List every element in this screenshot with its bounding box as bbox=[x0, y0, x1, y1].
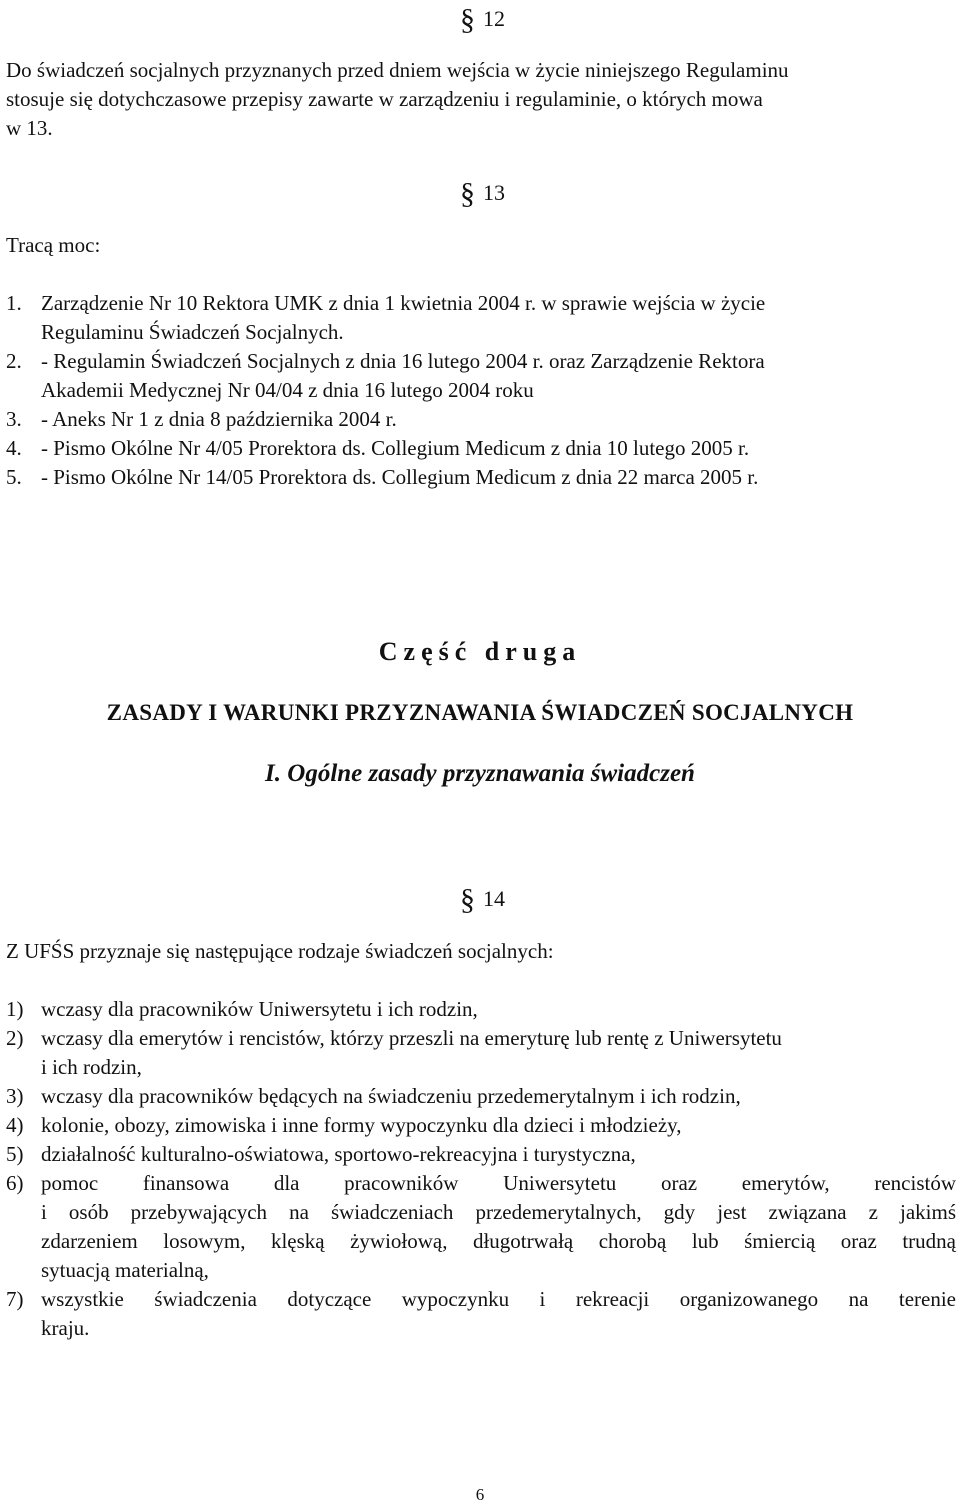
list-item-line: wszystkie świadczenia dotyczące wypoczynku i rekreacji organizowanego na terenie bbox=[41, 1287, 956, 1311]
list-item-number: 1) bbox=[6, 997, 24, 1021]
list-item-number: 3. bbox=[6, 407, 22, 431]
part-title: Część druga bbox=[378, 637, 582, 666]
section-13-heading bbox=[460, 174, 505, 208]
list-item-number: 6) bbox=[6, 1171, 24, 1195]
list-item-line: pomoc finansowa dla pracowników Uniwersytetu oraz emerytów, rencistów bbox=[41, 1171, 956, 1195]
list-item-line: Zarządzenie Nr 10 Rektora UMK z dnia 1 kwietnia 2004 r. w sprawie wejścia w życie bbox=[41, 291, 766, 315]
paragraph-line: Do świadczeń socjalnych przyznanych przed dniem wejścia w życie niniejszego Regulaminu bbox=[6, 58, 789, 82]
list-item-line: Regulaminu Świadczeń Socjalnych. bbox=[41, 320, 344, 344]
list-item-line: sytuacją materialną, bbox=[41, 1258, 209, 1282]
list-item-line: kolonie, obozy, zimowiska i inne formy wypoczynku dla dzieci i młodzieży, bbox=[41, 1113, 682, 1137]
list-item-line: działalność kulturalno-oświatowa, sportowo-rekreacyjna i turystyczna, bbox=[41, 1142, 636, 1166]
page-number: 6 bbox=[475, 1485, 485, 1504]
list-item-line: Akademii Medycznej Nr 04/04 z dnia 16 lutego 2004 roku bbox=[41, 378, 534, 402]
list-item-number: 5) bbox=[6, 1142, 24, 1166]
list-item-number: 4. bbox=[6, 436, 22, 460]
section-symbol: § bbox=[460, 883, 475, 916]
list-item-line: - Aneks Nr 1 z dnia 8 października 2004 r. bbox=[41, 407, 397, 431]
list-item-line: zdarzeniem losowym, klęską żywiołową, długotrwałą chorobą lub śmiercią oraz trudną bbox=[41, 1229, 956, 1253]
section-symbol: § bbox=[460, 177, 475, 210]
list-item-line: i osób przebywających na świadczeniach przedemerytalnych, gdy jest związana z jakimś bbox=[41, 1200, 956, 1224]
section-number: 14 bbox=[483, 886, 505, 911]
section-number: 13 bbox=[483, 180, 505, 205]
list-item-line: wczasy dla pracowników będących na świadczeniu przedemerytalnym i ich rodzin, bbox=[41, 1084, 741, 1108]
list-item-number: 2) bbox=[6, 1026, 24, 1050]
repealed-lead: Tracą moc: bbox=[6, 233, 101, 257]
list-item-line: - Regulamin Świadczeń Socjalnych z dnia 16 lutego 2004 r. oraz Zarządzenie Rektora bbox=[41, 349, 765, 373]
section-number: 12 bbox=[483, 6, 505, 31]
list-item-line: - Pismo Okólne Nr 4/05 Prorektora ds. Collegium Medicum z dnia 10 lutego 2005 r. bbox=[41, 436, 750, 460]
paragraph-line: stosuje się dotychczasowe przepisy zawarte w zarządzeniu i regulaminie, o których mowa bbox=[6, 87, 763, 111]
list-item-number: 1. bbox=[6, 291, 22, 315]
section-14-heading bbox=[460, 880, 505, 914]
list-item-line: kraju. bbox=[41, 1316, 90, 1340]
section-symbol: § bbox=[460, 3, 475, 36]
list-item-number: 5. bbox=[6, 465, 22, 489]
list-item-number: 2. bbox=[6, 349, 22, 373]
list-item-line: wczasy dla pracowników Uniwersytetu i ich rodzin, bbox=[41, 997, 478, 1021]
part-heading: ZASADY I WARUNKI PRZYZNAWANIA ŚWIADCZEŃ SOCJALNYCH bbox=[106, 700, 854, 725]
list-item-line: - Pismo Okólne Nr 14/05 Prorektora ds. Collegium Medicum z dnia 22 marca 2005 r. bbox=[41, 465, 759, 489]
chapter-heading: I. Ogólne zasady przyznawania świadczeń bbox=[265, 760, 695, 787]
paragraph-line bbox=[6, 116, 53, 141]
list-item-number: 7) bbox=[6, 1287, 24, 1311]
list-item-line: wczasy dla emerytów i rencistów, którzy przeszli na emeryturę lub rentę z Uniwersytetu bbox=[41, 1026, 782, 1050]
section-12-heading bbox=[460, 0, 505, 34]
list-item-line: i ich rodzin, bbox=[41, 1055, 142, 1079]
list-item-number: 4) bbox=[6, 1113, 24, 1137]
paragraph-14-lead: Z UFŚS przyznaje się następujące rodzaje świadczeń socjalnych: bbox=[6, 939, 554, 963]
list-item-number: 3) bbox=[6, 1084, 24, 1108]
reference-text: w 13. bbox=[6, 116, 53, 140]
